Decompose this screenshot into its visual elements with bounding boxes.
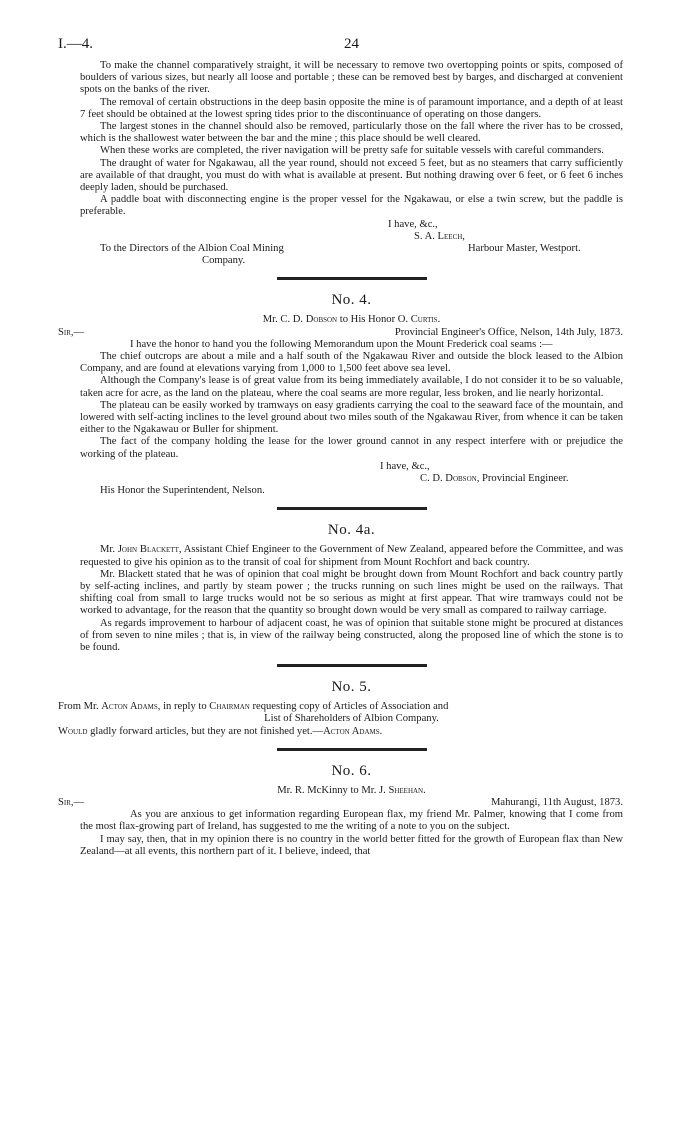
leech-letter: [80, 60, 623, 267]
addressee-row-2: [80, 255, 623, 267]
paragraph: [80, 544, 623, 568]
line-name: Chairman: [209, 701, 250, 713]
paragraph: The fact of the company holding the lease for the lower ground cannot in any respect interfere with or prejudice the working of the plateau.: [80, 436, 623, 460]
intro-name: John Blackett: [117, 544, 179, 556]
no5-line2: List of Shareholders of Albion Company.: [264, 713, 439, 725]
closing-row: [80, 219, 623, 231]
salutation: Sir,—: [58, 326, 85, 338]
section-divider: [277, 748, 427, 751]
section-no5: [58, 679, 623, 738]
addressee-continued: Company.: [202, 255, 246, 267]
section-heading: [80, 314, 623, 326]
paragraph: The draught of water for Ngakawau, all the year round, should not exceed 5 feet, but as no steamers that carry sufficiently are available of that draught, you must do with what is available at present. But nothing drawing over 6 feet, or 6 feet 6 inches deeply laden, should be purchased.: [80, 157, 623, 194]
addressee: His Honor the Superintendent, Nelson.: [100, 485, 265, 497]
heading-text: Mr. C. D.: [262, 314, 306, 326]
section-title: No. 4a.: [327, 522, 376, 539]
closing-row: [80, 461, 623, 473]
body-lead: Would: [58, 725, 88, 737]
place-date: Mahurangi, 11th August, 1873.: [490, 797, 623, 809]
addressee-row: [80, 243, 623, 255]
paragraph: Although the Company's lease is of great value from its being immediately available, I do not consider it to be so valuable, taken acre for acre, as the land on the plateau, where the coal seams are more regular, less broken, and lie nearly horizontal.: [80, 375, 623, 399]
salutation: Sir,—: [58, 797, 85, 809]
document-reference: I.—4.: [58, 36, 93, 52]
signer-title: Harbour Master, Westport.: [468, 243, 581, 255]
paragraph: As you are anxious to get information regarding European flax, my friend Mr. Palmer, knowing that I come from the most flax-growing part of Ireland, has suggested to me the writing of a note to you on the subject.: [80, 809, 623, 833]
place-date: Provincial Engineer's Office, Nelson, 14th July, 1873.: [394, 326, 623, 338]
no5-line1: [58, 701, 623, 713]
section-no4: [58, 292, 624, 497]
no5-body: [58, 726, 623, 738]
page-header: [58, 36, 623, 60]
intro-text: Mr.: [100, 544, 118, 556]
signer-row: [80, 473, 623, 485]
section-title: No. 6.: [331, 762, 372, 779]
signer: C. D. Dobson,: [420, 473, 480, 484]
document-page: [58, 36, 624, 858]
line-text: From Mr.: [58, 701, 102, 713]
paragraph: Mr. Blackett stated that he was of opinion that coal might be brought down from Mount Rochfort and back country partly by self-acting inclines, and partly by steam power ; the trucks running on such lines might be used on the railways. That shifting coal from small to large trucks would not be so serious as might at first appear. That wire tramways could not be worked to advantage, for the reason that the quantity so brought down would be very small as compared to railway carriage.: [80, 568, 623, 617]
section-divider: [277, 507, 427, 510]
closing: I have, &c.,: [380, 460, 430, 472]
section-no4a: [80, 522, 623, 654]
intro-text: , Assistant Chief Engineer to the Government of New Zealand, appeared before the Committee, and was requested to give his opinion as to the transit of coal for shipment from Mount Rochfort and back country.: [80, 544, 623, 568]
line-text: , in reply to: [157, 701, 210, 713]
section-divider: [277, 277, 427, 280]
paragraph: As regards improvement to harbour of adjacent coast, he was of opinion that suitable stone might be procured at distances of from seven to nine miles ; that is, in view of the railway being constructed, along the proposed line of which the stone is to be found.: [80, 617, 623, 653]
salutation-row: [58, 326, 623, 339]
signer-row: [80, 231, 623, 243]
heading-name: Curtis.: [410, 314, 441, 326]
heading-text: Mr. R. McKinny to Mr. J.: [277, 784, 389, 796]
paragraph: I have the honor to hand you the following Memorandum upon the Mount Frederick coal seams :—: [130, 338, 553, 350]
signer: S. A. Leech,: [414, 230, 465, 242]
page-number: 24: [344, 36, 359, 52]
paragraph: I may say, then, that in my opinion there is no country in the world better fitted for the growth of European flax than New Zealand—at all events, this northern part of it. I believe, indeed, that: [80, 833, 623, 857]
paragraph: When these works are completed, the river navigation will be pretty safe for suitable vessels with careful commanders.: [100, 145, 604, 157]
signer-title: Provincial Engineer.: [479, 473, 569, 484]
paragraph: The removal of certain obstructions in the deep basin opposite the mine is of paramount importance, and a depth of at least 7 feet should be obtained at the lowest spring tides prior to the discontinuance of operating on those dangers.: [80, 96, 623, 120]
heading-text: to His Honor O.: [337, 314, 411, 326]
paragraph: A paddle boat with disconnecting engine is the proper vessel for the Ngakawau, or else a twin screw, but the paddle is preferable.: [80, 194, 623, 218]
paragraph: The largest stones in the channel should also be removed, particularly those on the fall where the river has to be crossed, which is the shallowest water between the bar and the mine ; this place should be well cleared.: [80, 121, 623, 145]
paragraph: The chief outcrops are about a mile and a half south of the Ngakawau River and outside the block leased to the Albion Company, and are found at elevations varying from 1,000 to 1,500 feet above sea level.: [80, 350, 623, 375]
heading-name: Sheehan.: [388, 784, 426, 796]
section-no6: [58, 762, 623, 858]
body-signature: Acton Adams.: [323, 725, 383, 737]
section-title: No. 4.: [331, 292, 372, 309]
section-divider: [277, 664, 427, 667]
paragraph: To make the channel comparatively straight, it will be necessary to remove two overtopping points or spits, composed of boulders of various sizes, but nearly all loose and portable ; these can be removed best by barges, and discharged at convenient spots on the banks of the river.: [80, 60, 623, 96]
closing: I have, &c.,: [388, 218, 438, 230]
addressee: To the Directors of the Albion Coal Mining: [100, 243, 284, 255]
salutation-row: [58, 797, 623, 809]
section-heading: [80, 785, 623, 797]
body-text: gladly forward articles, but they are not finished yet.—: [87, 725, 324, 737]
line-text: requesting copy of Articles of Association and: [249, 701, 449, 713]
section-title: No. 5.: [331, 679, 372, 696]
heading-name: Dobson: [305, 314, 338, 326]
paragraph: The plateau can be easily worked by tramways on easy gradients carrying the coal to the seaward face of the mountain, and lowered with self-acting inclines to the level ground about two miles south of the Ngakawau River, from whence it can be taken either to the Ngakawau or Buller for shipment.: [80, 399, 624, 436]
addressee-row: [80, 485, 623, 497]
line-name: Acton Adams: [101, 701, 158, 713]
